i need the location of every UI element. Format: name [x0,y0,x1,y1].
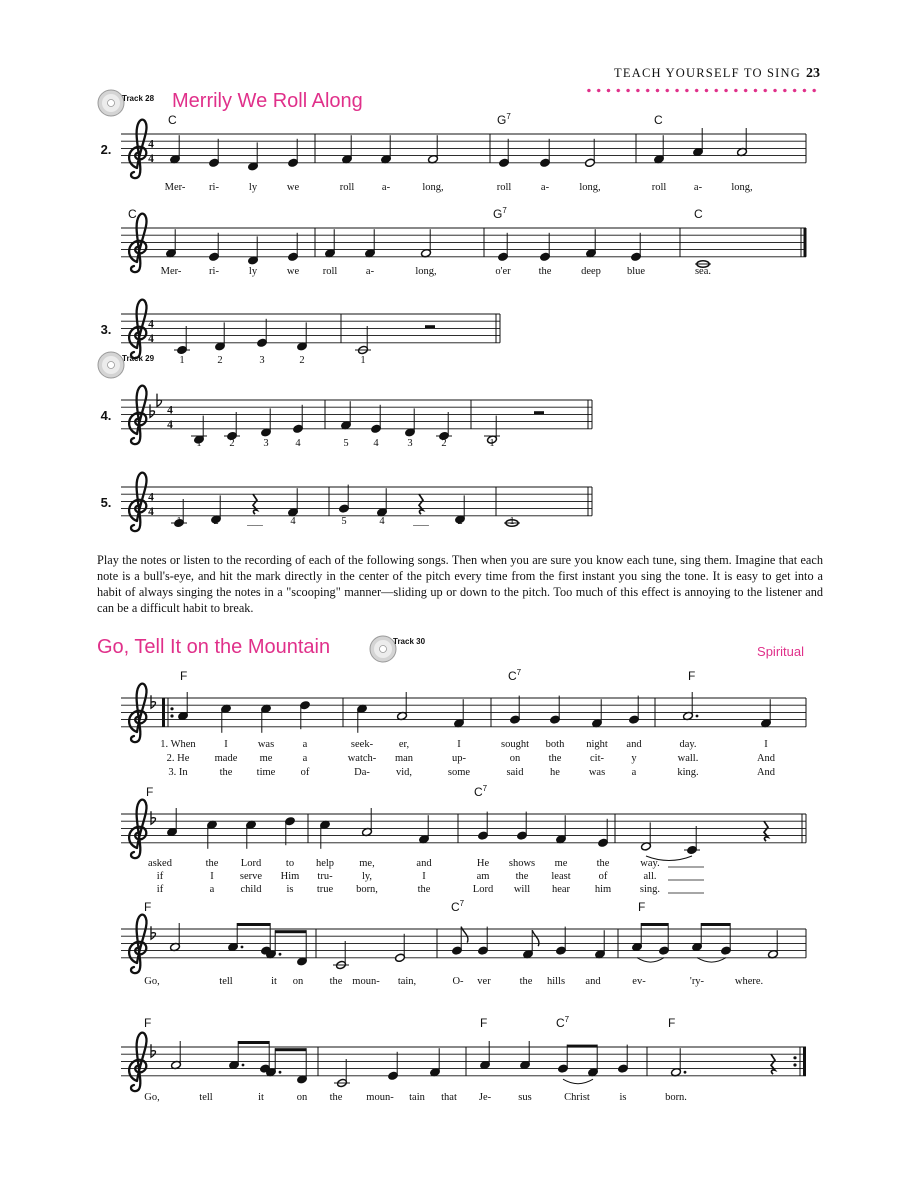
lyric-syllable: roll [339,182,355,193]
repeat-dot [793,1063,796,1066]
lyric-syllable: hills [546,976,566,987]
lyric-syllable: sus [518,1092,532,1103]
scale-degree-number: 3 [259,355,265,366]
beam [701,923,730,926]
verse-lyric: day. [679,739,697,750]
lyric-syllable: is [619,1092,627,1103]
scale-degree-number: 1 [509,516,515,527]
verse-lyric: the [417,884,431,895]
time-signature: 4 [148,152,154,165]
verse-lyric: 2. He [166,753,190,764]
verse-lyric: hear [551,884,571,895]
key-signature-flat-icon [151,811,156,824]
lyric-syllable: deep [581,266,601,277]
verse-lyric: sing. [639,884,661,895]
lyric-syllable: long, [579,182,601,193]
verse-lyric: said [506,767,524,778]
verse-lyric: And [756,767,776,778]
verse-lyric: wall. [677,753,699,764]
verse-lyric: a [302,739,308,750]
beam [275,1048,306,1051]
quarter-rest-icon [419,494,423,514]
lyric-syllable: tain, [397,976,417,987]
chord-symbol: $C^7$ [474,784,488,799]
lyric-syllable: blue [626,266,646,277]
key-signature-flat-icon [151,926,156,939]
beam [238,1041,269,1044]
lyric-syllable: on [292,976,304,987]
track-label: Track 30 [393,637,426,646]
verse-lyric: the [515,871,529,882]
lyric-syllable: moun- [366,1092,394,1103]
lyric-syllable: 'ry- [689,976,705,987]
verse-lyric: time [256,767,276,778]
lyric-syllable: tain [409,1092,425,1103]
verse-lyric: watch- [347,753,377,764]
time-signature: 4 [148,491,154,504]
verse-lyric: was [588,767,606,778]
lyric-syllable: Mer- [164,182,186,193]
chord-symbol: F [180,669,188,683]
verse-lyric: seek- [350,739,374,750]
key-signature-flat-icon [157,394,162,407]
verse-lyric: y [631,753,637,764]
scale-degree-number: 2 [299,355,305,366]
verse-lyric: I [764,739,768,750]
verse-lyric: me [554,858,568,869]
verse-lyric: the [548,753,562,764]
verse-lyric: I [457,739,461,750]
chord-symbol: $C^7$ [451,899,465,914]
verse-lyric: the [596,858,610,869]
verse-lyric: I [224,739,228,750]
verse-lyric: both [545,739,565,750]
lyric-syllable: and [585,976,601,987]
lyric-syllable: moun- [352,976,380,987]
time-signature: 4 [148,332,154,345]
chord-symbol: $G^7$ [493,206,507,221]
song-title: Go, Tell It on the Mountain [97,636,331,658]
scale-degree-number: 4 [373,438,379,449]
lyric-syllable: Mer- [160,266,182,277]
verse-lyric: him [594,884,612,895]
verse-lyric: Lord [240,858,262,869]
verse-lyric: I [422,871,426,882]
chord-symbol: F [668,1016,676,1030]
verse-lyric: He [476,858,490,869]
instruction-paragraph: Play the notes or listen to the recording of each of the following songs. Then when you are sure you know each tune, sing them. Imagine that each note is a bull's-eye, and hit the mark directly in the center of the pitch every time from the first instant you sing the tone. It is easy to get into a habit of always singing the notes in a "scooping" manner—sliding up or down to the pitch. Too much of this effect is annoying to the listener and can be a difficult habit to break. [97,553,823,615]
treble-clef-icon [129,473,146,532]
repeat-start [162,698,165,727]
scale-degree-number: ___ [413,516,429,527]
repeat-dot [793,1056,796,1059]
song-style: Spiritual [757,644,804,659]
verse-lyric: if [156,884,164,895]
key-signature-flat-icon [150,404,155,417]
lyric-syllable: tell [199,1092,213,1103]
verse-lyric: vid, [395,767,413,778]
repeat-dot [170,707,173,710]
treble-clef-icon [129,120,146,179]
lyric-syllable: we [286,266,300,277]
verse-lyric: and [416,858,432,869]
lyric-syllable: o'er [495,266,511,277]
chord-symbol: C [694,207,703,221]
repeat-dot [170,714,173,717]
key-signature-flat-icon [151,1044,156,1057]
lyric-syllable: ri- [209,182,219,193]
augmentation-dot [684,1071,687,1074]
augmentation-dot [696,715,699,718]
lyric-syllable: ly [248,182,258,193]
beam [275,930,306,933]
scale-degree-number: 2 [229,438,235,449]
chord-symbol: F [146,785,154,799]
exercise-number: 5. [100,495,112,510]
verse-lyric: help [315,858,335,869]
repeat-end [803,1047,806,1076]
scale-degree-number: 4 [290,516,296,527]
verse-lyric: a [631,767,637,778]
verse-lyric: cit- [590,753,604,764]
verse-lyric: a [302,753,308,764]
lyric-syllable: roll [651,182,667,193]
final-barline [804,228,807,257]
verse-lyric: on [509,753,521,764]
verse-lyric: the [205,858,219,869]
scale-degree-number: 2 [213,516,219,527]
page-number: 23 [806,66,820,81]
track-label: Track 29 [122,354,155,363]
verse-lyric: tru- [317,871,333,882]
chord-symbol: $C^7$ [556,1015,570,1030]
scale-degree-number: 1 [489,438,495,449]
half-rest-icon [534,411,544,414]
lyric-syllable: the [329,1092,343,1103]
verse-lyric: the [219,767,233,778]
verse-lyric: child [240,884,262,895]
half-rest-icon [425,325,435,328]
lyric-syllable: the [329,976,343,987]
lyric-syllable: it [271,976,277,987]
verse-lyric: of [300,767,310,778]
exercise-number: 2. [100,142,112,157]
treble-clef-icon [129,684,146,743]
track-label: Track 28 [122,94,155,103]
scale-degree-number: 1 [179,355,185,366]
augmentation-dot [279,953,282,956]
time-signature: 4 [167,418,173,431]
verse-lyric: to [285,858,295,869]
lyric-syllable: O- [452,976,464,987]
quarter-rest-icon [771,1054,775,1074]
exercise-number: 3. [100,322,112,337]
lyric-syllable: it [258,1092,264,1103]
time-signature: 4 [167,404,173,417]
verse-lyric: And [756,753,776,764]
lyric-syllable: ver [477,976,491,987]
scale-degree-number: 1 [360,355,366,366]
slur [637,958,664,963]
scale-degree-number: 1 [196,438,202,449]
chord-symbol: F [144,1016,152,1030]
scale-degree-number: 2 [441,438,447,449]
exercise-number: 4. [100,408,112,423]
verse-lyric: born, [356,884,378,895]
treble-clef-icon [129,1033,146,1092]
scale-degree-number: 4 [295,438,301,449]
verse-lyric: ly, [361,871,373,882]
verse-lyric: least [551,871,571,882]
verse-lyric: way. [640,858,660,869]
verse-lyric: I [210,871,214,882]
augmentation-dot [279,1071,282,1074]
verse-lyric: he [550,767,560,778]
lyric-syllable: a- [365,266,375,277]
lyric-syllable: where. [734,976,764,987]
scale-degree-number: 3 [407,438,413,449]
treble-clef-icon [129,214,146,273]
chord-symbol: F [688,669,696,683]
verse-lyric: am [476,871,490,882]
scale-degree-number: 1 [176,516,182,527]
time-signature: 4 [148,505,154,518]
chord-symbol: C [128,207,137,221]
lyric-syllable: tell [219,976,233,987]
lyric-syllable: Christ [564,1092,590,1103]
lyric-syllable: long, [731,182,753,193]
verse-lyric: Him [280,871,300,882]
scale-degree-number: 4 [379,516,385,527]
scale-degree-number: 5 [343,438,349,449]
treble-clef-icon [129,915,146,974]
verse-lyric: is [286,884,294,895]
verse-lyric: true [316,884,334,895]
verse-lyric: asked [148,858,172,869]
lyric-syllable: a- [693,182,703,193]
scale-degree-number: 2 [217,355,223,366]
verse-lyric: some [447,767,471,778]
chord-symbol: C [654,113,663,127]
verse-lyric: up- [452,753,466,764]
scale-degree-number: 3 [263,438,269,449]
verse-lyric: sought [500,739,530,750]
lyric-syllable: roll [322,266,338,277]
lyric-syllable: the [519,976,533,987]
scale-degree-number: 2 [457,516,463,527]
slur [563,1079,593,1084]
song-title: Merrily We Roll Along [172,90,363,112]
running-header-title: TEACH YOURSELF TO SING [614,66,801,80]
lyric-syllable: a- [540,182,550,193]
quarter-rest-icon [253,494,257,514]
lyric-syllable: long, [415,266,437,277]
beam [237,923,270,926]
key-signature-flat-icon [151,695,156,708]
time-signature: 4 [148,138,154,151]
verse-lyric: made [214,753,238,764]
scale-degree-number: 5 [341,516,347,527]
lyric-syllable: long, [422,182,444,193]
lyric-syllable: ri- [209,266,219,277]
augmentation-dot [241,946,244,949]
lyric-syllable: Go, [144,1092,160,1103]
lyric-syllable: the [538,266,552,277]
lyric-syllable: roll [496,182,512,193]
chord-symbol: $G^7$ [497,112,511,127]
lyric-syllable: we [286,182,300,193]
lyric-syllable: sea. [694,266,712,277]
lyric-syllable: a- [381,182,391,193]
time-signature: 4 [148,318,154,331]
lyric-syllable: on [296,1092,308,1103]
verse-lyric: all. [643,871,657,882]
treble-clef-icon [129,300,146,359]
lyric-syllable: ev- [632,976,646,987]
verse-lyric: will [513,884,531,895]
beam [641,923,668,926]
verse-lyric: shows [508,858,536,869]
beam [567,1045,597,1048]
slur [697,958,726,963]
chord-symbol: $C^7$ [508,668,522,683]
verse-lyric: a [209,884,215,895]
verse-lyric: and [626,739,642,750]
treble-clef-icon [129,386,146,445]
lyric-syllable: born. [665,1092,687,1103]
verse-lyric: er, [398,739,410,750]
verse-lyric: if [156,871,164,882]
verse-lyric: of [598,871,608,882]
chord-symbol: F [144,900,152,914]
verse-lyric: man [394,753,414,764]
verse-lyric: 3. In [168,767,188,778]
lyric-syllable: Je- [478,1092,492,1103]
scale-degree-number: ___ [247,516,263,527]
verse-lyric: night [586,739,608,750]
verse-lyric: was [257,739,275,750]
verse-lyric: me [259,753,273,764]
lyric-syllable: that [441,1092,457,1103]
verse-lyric: me, [359,858,375,869]
verse-lyric: Lord [472,884,494,895]
lyric-syllable: ly [248,266,258,277]
verse-lyric: Da- [354,767,370,778]
verse-lyric: king. [677,767,699,778]
treble-clef-icon [129,800,146,859]
chord-symbol: F [480,1016,488,1030]
lyric-syllable: Go, [144,976,160,987]
verse-lyric: 1. When [160,739,196,750]
chord-symbol: F [638,900,646,914]
verse-lyric: serve [239,871,263,882]
augmentation-dot [242,1064,245,1067]
quarter-rest-icon [764,821,768,841]
chord-symbol: C [168,113,177,127]
